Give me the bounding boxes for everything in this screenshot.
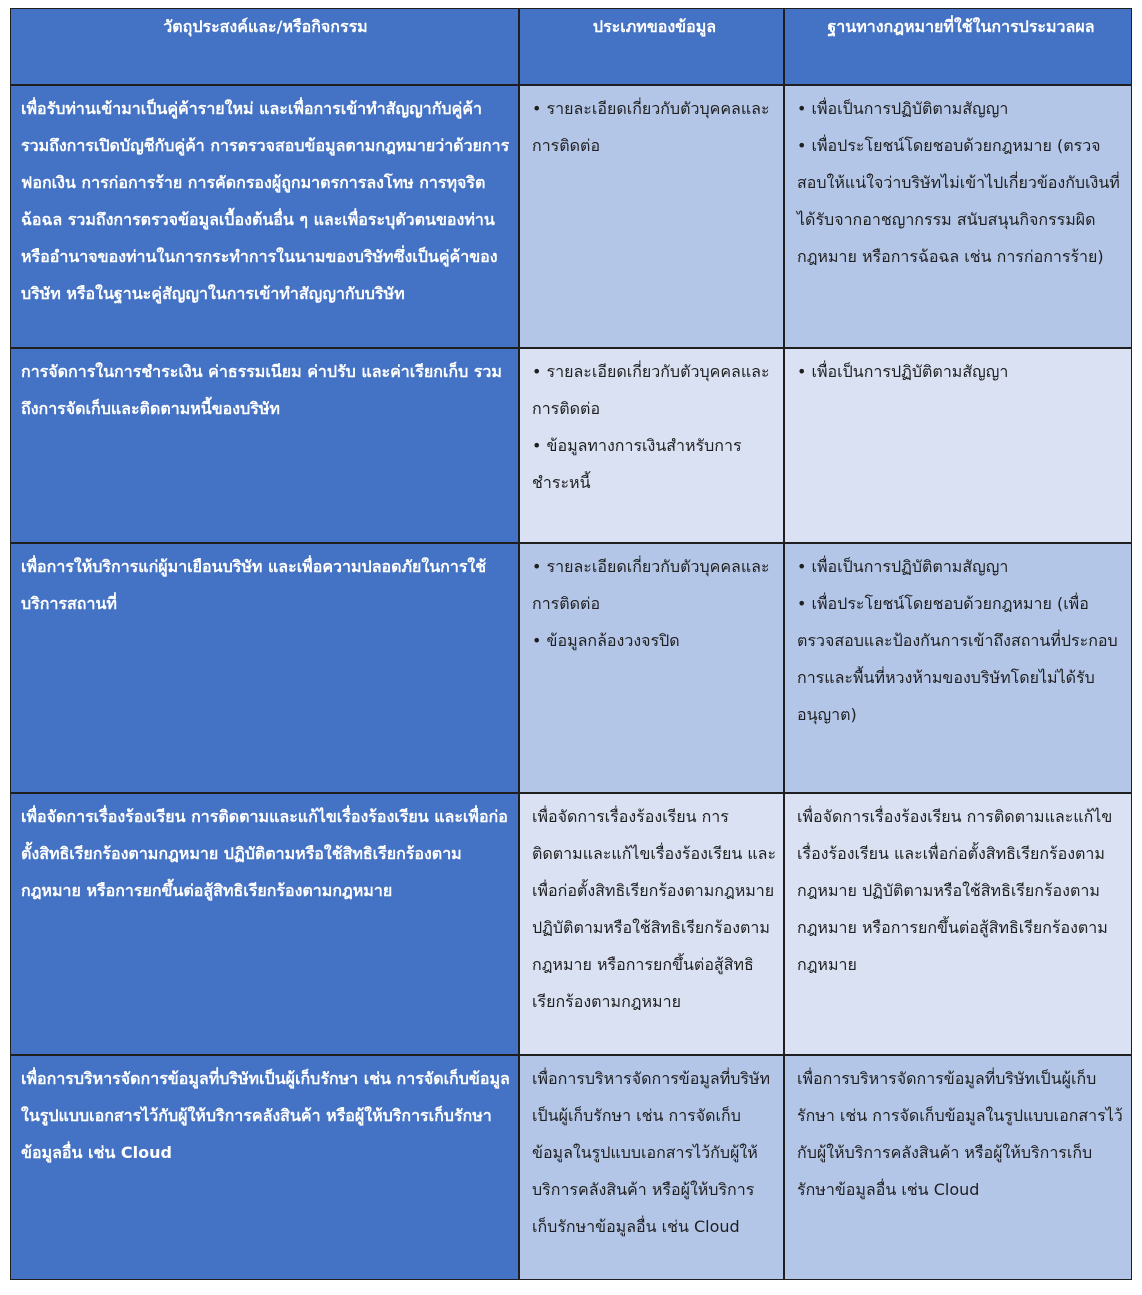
data-type-item: • รายละเอียดเกี่ยวกับตัวบุคคลและการติดต่อ <box>532 548 777 622</box>
table-header-row <box>10 8 1132 85</box>
table-row <box>10 793 1132 1055</box>
legal-basis-item: • เพื่อประโยชน์โดยชอบด้วยกฎหมาย (เพื่อตรวจสอบและป้องกันการเข้าถึงสถานที่ประกอบการและพื้นที่หวงห้ามของบริษัทโดยไม่ได้รับอนุญาต) <box>797 585 1125 733</box>
legal-basis-list <box>797 90 1125 275</box>
legal-basis-cell <box>784 348 1132 543</box>
header-legal-basis-text: ฐานทางกฎหมายที่ใช้ในการประมวลผล <box>827 17 1095 36</box>
header-legal-basis <box>784 8 1132 85</box>
purpose-text: เพื่อจัดการเรื่องร้องเรียน การติดตามและแก้ไขเรื่องร้องเรียน และเพื่อก่อตั้งสิทธิเรียกร้องตามกฎหมาย ปฏิบัติตามหรือใช้สิทธิเรียกร้องตามกฎหมาย หรือการยกขึ้นต่อสู้สิทธิเรียกร้องตามกฎหมาย <box>21 807 508 900</box>
data-type-text: เพื่อการบริหารจัดการข้อมูลที่บริษัทเป็นผู้เก็บรักษา เช่น การจัดเก็บข้อมูลในรูปแบบเอกสารไว้กับผู้ให้บริการคลังสินค้า หรือผู้ให้บริการเก็บรักษาข้อมูลอื่น เช่น Cloud <box>532 1069 771 1236</box>
data-type-text: เพื่อจัดการเรื่องร้องเรียน การติดตามและแก้ไขเรื่องร้องเรียน และเพื่อก่อตั้งสิทธิเรียกร้องตามกฎหมาย ปฏิบัติตามหรือใช้สิทธิเรียกร้องตามกฎหมาย หรือการยกขึ้นต่อสู้สิทธิเรียกร้องตามกฎหมาย <box>532 807 777 1011</box>
legal-basis-list <box>797 353 1125 390</box>
legal-basis-text: เพื่อการบริหารจัดการข้อมูลที่บริษัทเป็นผู้เก็บรักษา เช่น การจัดเก็บข้อมูลในรูปแบบเอกสารไว้กับผู้ให้บริการคลังสินค้า หรือผู้ให้บริการเก็บรักษาข้อมูลอื่น เช่น Cloud <box>797 1069 1123 1199</box>
table-row <box>10 543 1132 793</box>
purpose-cell <box>10 348 519 543</box>
legal-basis-cell <box>784 543 1132 793</box>
data-type-list <box>532 90 777 164</box>
legal-basis-cell <box>784 1055 1132 1280</box>
legal-basis-item: • เพื่อประโยชน์โดยชอบด้วยกฎหมาย (ตรวจสอบให้แน่ใจว่าบริษัทไม่เข้าไปเกี่ยวข้องกับเงินที่ได้รับจากอาชญากรรม สนับสนุนกิจกรรมผิดกฎหมาย หรือการฉ้อฉล เช่น การก่อการร้าย) <box>797 127 1125 275</box>
header-data-type-text: ประเภทของข้อมูล <box>592 17 717 36</box>
header-data-type <box>519 8 784 85</box>
table-row <box>10 1055 1132 1280</box>
data-type-list <box>532 353 777 501</box>
data-type-cell <box>519 543 784 793</box>
purpose-cell <box>10 793 519 1055</box>
table-row <box>10 85 1132 348</box>
data-type-cell <box>519 348 784 543</box>
data-type-item: • รายละเอียดเกี่ยวกับตัวบุคคลและการติดต่อ <box>532 90 777 164</box>
purpose-cell <box>10 543 519 793</box>
legal-basis-item: • เพื่อเป็นการปฏิบัติตามสัญญา <box>797 353 1125 390</box>
data-type-item: • ข้อมูลทางการเงินสำหรับการชำระหนี้ <box>532 427 777 501</box>
legal-basis-cell <box>784 793 1132 1055</box>
legal-basis-item: • เพื่อเป็นการปฏิบัติตามสัญญา <box>797 90 1125 127</box>
header-purpose-text: วัตถุประสงค์และ/หรือกิจกรรม <box>163 17 368 36</box>
legal-basis-item: • เพื่อเป็นการปฏิบัติตามสัญญา <box>797 548 1125 585</box>
data-type-cell <box>519 1055 784 1280</box>
data-type-cell <box>519 85 784 348</box>
data-type-cell <box>519 793 784 1055</box>
legal-basis-list <box>797 548 1125 733</box>
purpose-cell <box>10 85 519 348</box>
data-type-item: • ข้อมูลกล้องวงจรปิด <box>532 622 777 659</box>
purpose-text: เพื่อรับท่านเข้ามาเป็นคู่ค้ารายใหม่ และเพื่อการเข้าทำสัญญากับคู่ค้า รวมถึงการเปิดบัญชีกับคู่ค้า การตรวจสอบข้อมูลตามกฎหมายว่าด้วยการฟอกเงิน การก่อการร้าย การคัดกรองผู้ถูกมาตรการลงโทษ การทุจริตฉ้อฉล รวมถึงการตรวจข้อมูลเบื้องต้นอื่น ๆ และเพื่อระบุตัวตนของท่านหรืออำนาจของท่านในการกระทำการในนามของบริษัทซึ่งเป็นคู่ค้าของบริษัท หรือในฐานะคู่สัญญาในการเข้าทำสัญญากับบริษัท <box>21 99 510 303</box>
table-row <box>10 348 1132 543</box>
header-purpose <box>10 8 519 85</box>
purpose-cell <box>10 1055 519 1280</box>
purpose-text: เพื่อการให้บริการแก่ผู้มาเยือนบริษัท และเพื่อความปลอดภัยในการใช้บริการสถานที่ <box>21 557 487 613</box>
purpose-text: เพื่อการบริหารจัดการข้อมูลที่บริษัทเป็นผู้เก็บรักษา เช่น การจัดเก็บข้อมูลในรูปแบบเอกสารไว้กับผู้ให้บริการคลังสินค้า หรือผู้ให้บริการเก็บรักษาข้อมูลอื่น เช่น Cloud <box>21 1069 510 1162</box>
legal-basis-text: เพื่อจัดการเรื่องร้องเรียน การติดตามและแก้ไขเรื่องร้องเรียน และเพื่อก่อตั้งสิทธิเรียกร้องตามกฎหมาย ปฏิบัติตามหรือใช้สิทธิเรียกร้องตามกฎหมาย หรือการยกขึ้นต่อสู้สิทธิเรียกร้องตามกฎหมาย <box>797 807 1113 974</box>
data-type-list <box>532 548 777 659</box>
purpose-text: การจัดการในการชำระเงิน ค่าธรรมเนียม ค่าปรับ และค่าเรียกเก็บ รวมถึงการจัดเก็บและติดตามหนี้ของบริษัท <box>21 362 502 418</box>
legal-basis-cell <box>784 85 1132 348</box>
data-type-item: • รายละเอียดเกี่ยวกับตัวบุคคลและการติดต่อ <box>532 353 777 427</box>
